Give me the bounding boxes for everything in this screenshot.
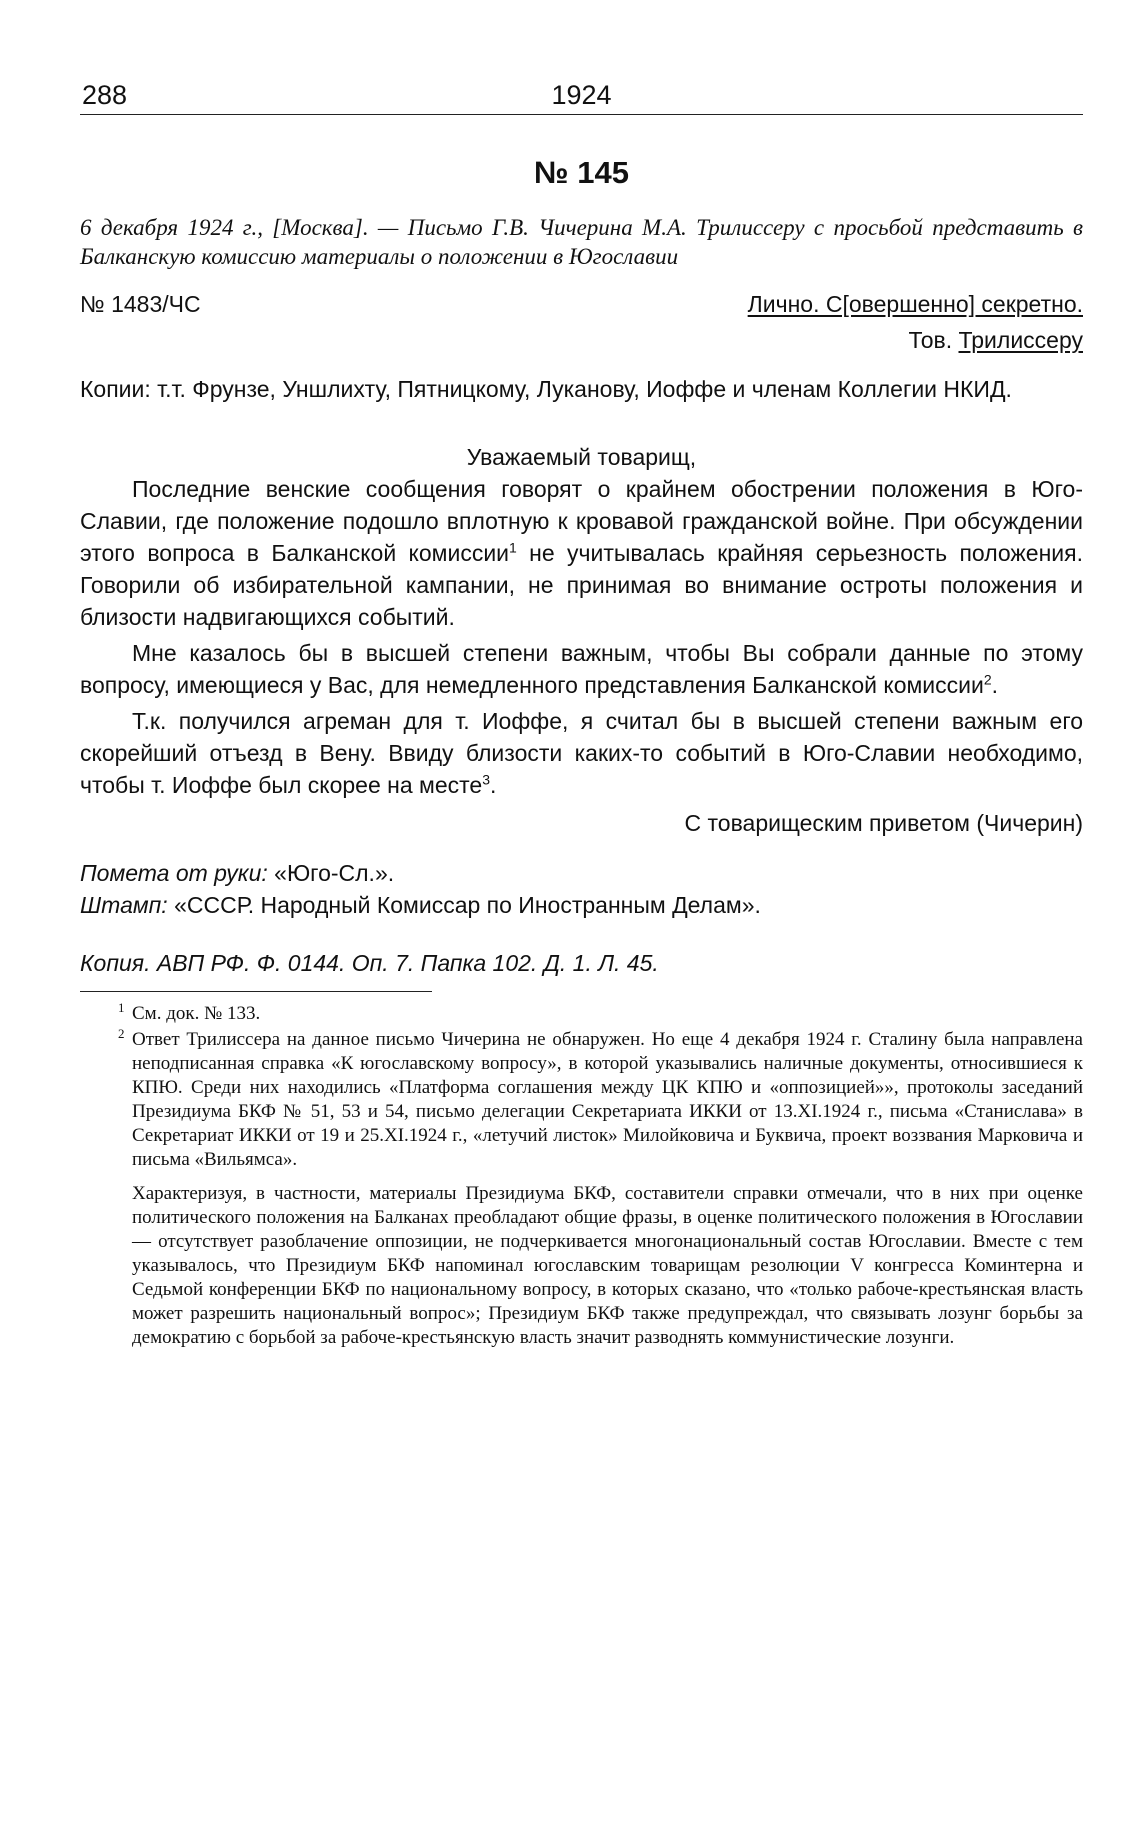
running-header	[80, 80, 1083, 115]
document-heading: 6 декабря 1924 г., [Москва]. — Письмо Г.В. Чичерина М.А. Трилиссеру с просьбой представить в Балканскую комиссию материалы о положении в Югославии	[80, 215, 1083, 269]
paragraph-2	[80, 637, 1083, 701]
footnote-2-text: Ответ Трилиссера на данное письмо Чичерина не обнаружен. Но еще 4 декабря 1924 г. Сталину была направлена неподписанная справка «К югославскому вопросу», в которой указывались наличные документы, относившиеся к КПЮ. Среди них находились «Платформа соглашения между ЦК КПЮ и «оппозицией»», протоколы заседаний Президиума БКФ № 51, 53 и 54, письмо делегации Секретариата ИККИ от 13.XI.1924 г., письма «Станислава» в Секретариат ИККИ от 19 и 25.XI.1924 г., «летучий листок» Милойковича и Буквича, проект воззвания Марковича и письма «Вильямса».	[132, 1029, 1083, 1170]
paragraph-3	[80, 705, 1083, 801]
paragraph-1-text-b: не учитывалась крайняя серьезность положения. Говорили об избирательной кампании, не принимая во внимание остроты положения и близости надвигающихся событий.	[80, 540, 1083, 630]
paragraph-3-text-b: .	[490, 772, 497, 798]
footnote-1-mark: 1	[118, 1000, 125, 1015]
secrecy-mark: Лично. С[овершенно] секретно.	[747, 291, 1083, 317]
outgoing-number: № 1483/ЧС	[80, 291, 201, 317]
addressee	[80, 327, 1083, 371]
footnote-1	[80, 1002, 1083, 1026]
footnote-ref-3: 3	[482, 771, 491, 788]
stamp-note	[80, 889, 1083, 921]
handwritten-note-label: Помета от руки:	[80, 860, 268, 886]
paragraph-3-text-a: Т.к. получился агреман для т. Иоффе, я считал бы в высшей степени важным его скорейший отъезд в Вену. Ввиду близости каких-то событий в Юго-Славии необходимо, чтобы т. Иоффе был скорее на месте	[80, 708, 1083, 798]
stamp-note-label: Штамп:	[80, 892, 168, 918]
footnote-2	[80, 1028, 1083, 1172]
copies-line: Копии: т.т. Фрунзе, Уншлихту, Пятницкому, Луканову, Иоффе и членам Коллегии НКИД.	[80, 376, 1012, 402]
addressee-name: Трилиссеру	[958, 327, 1083, 353]
reference-row	[80, 291, 1083, 327]
archival-notes	[80, 857, 1083, 921]
handwritten-note	[80, 857, 1083, 889]
running-header-year: 1924	[551, 80, 612, 110]
paragraph-1	[80, 473, 1083, 633]
page-number: 288	[82, 80, 128, 110]
footnote-ref-2: 2	[983, 671, 992, 688]
stamp-note-text: «СССР. Народный Комиссар по Иностранным Делам».	[167, 892, 761, 918]
footnote-ref-1: 1	[509, 539, 517, 556]
footnote-1-text: См. док. № 133.	[132, 1003, 261, 1024]
archive-source: Копия. АВП РФ. Ф. 0144. Оп. 7. Папка 102. Д. 1. Л. 45.	[80, 950, 659, 976]
paragraph-2-text-b: .	[991, 672, 999, 698]
footnote-2-mark: 2	[118, 1026, 125, 1041]
footnote-divider	[80, 991, 432, 992]
closing-signature: С товарищеским приветом (Чичерин)	[684, 810, 1083, 836]
paragraph-2-text-a: Мне казалось бы в высшей степени важным, чтобы Вы собрали данные по этому вопросу, имеющиеся у Вас, для немедленного представления Балканской комиссии	[80, 640, 1083, 698]
footnote-2-continuation: Характеризуя, в частности, материалы Президиума БКФ, составители справки отмечали, что в них при оценке политического положения на Балканах преобладают общие фразы, в оценке политического положения в Югославии — отсутствует разоблачение оппозиции, не подчеркивается многонациональный состав Югославии. Вместе с тем указывалось, что Президиум БКФ напоминал югославским товарищам резолюции V конгресса Коминтерна и Седьмой конференции БКФ по национальному вопросу, в которых сказано, что «только рабоче-крестьянская власть может разрешить национальный вопрос»; Президиум БКФ также предупреждал, что связывать лозунг борьбы за демократию с борьбой за рабоче-крестьянскую власть значит разводнять коммунистические лозунги.	[132, 1183, 1083, 1348]
letter-body	[80, 373, 1083, 839]
paragraph-1-text-a: Последние венские сообщения говорят о крайнем обострении положения в Юго-Славии, где положение подошло вплотную к кровавой гражданской войне. При обсуждении этого вопроса в Балканской комиссии	[80, 476, 1083, 566]
footnotes	[80, 1002, 1083, 1350]
handwritten-note-text: «Юго-Сл.».	[267, 860, 395, 886]
addressee-prefix: Тов.	[908, 327, 959, 353]
salutation: Уважаемый товарищ,	[466, 444, 697, 470]
document-number: № 145	[534, 155, 629, 190]
